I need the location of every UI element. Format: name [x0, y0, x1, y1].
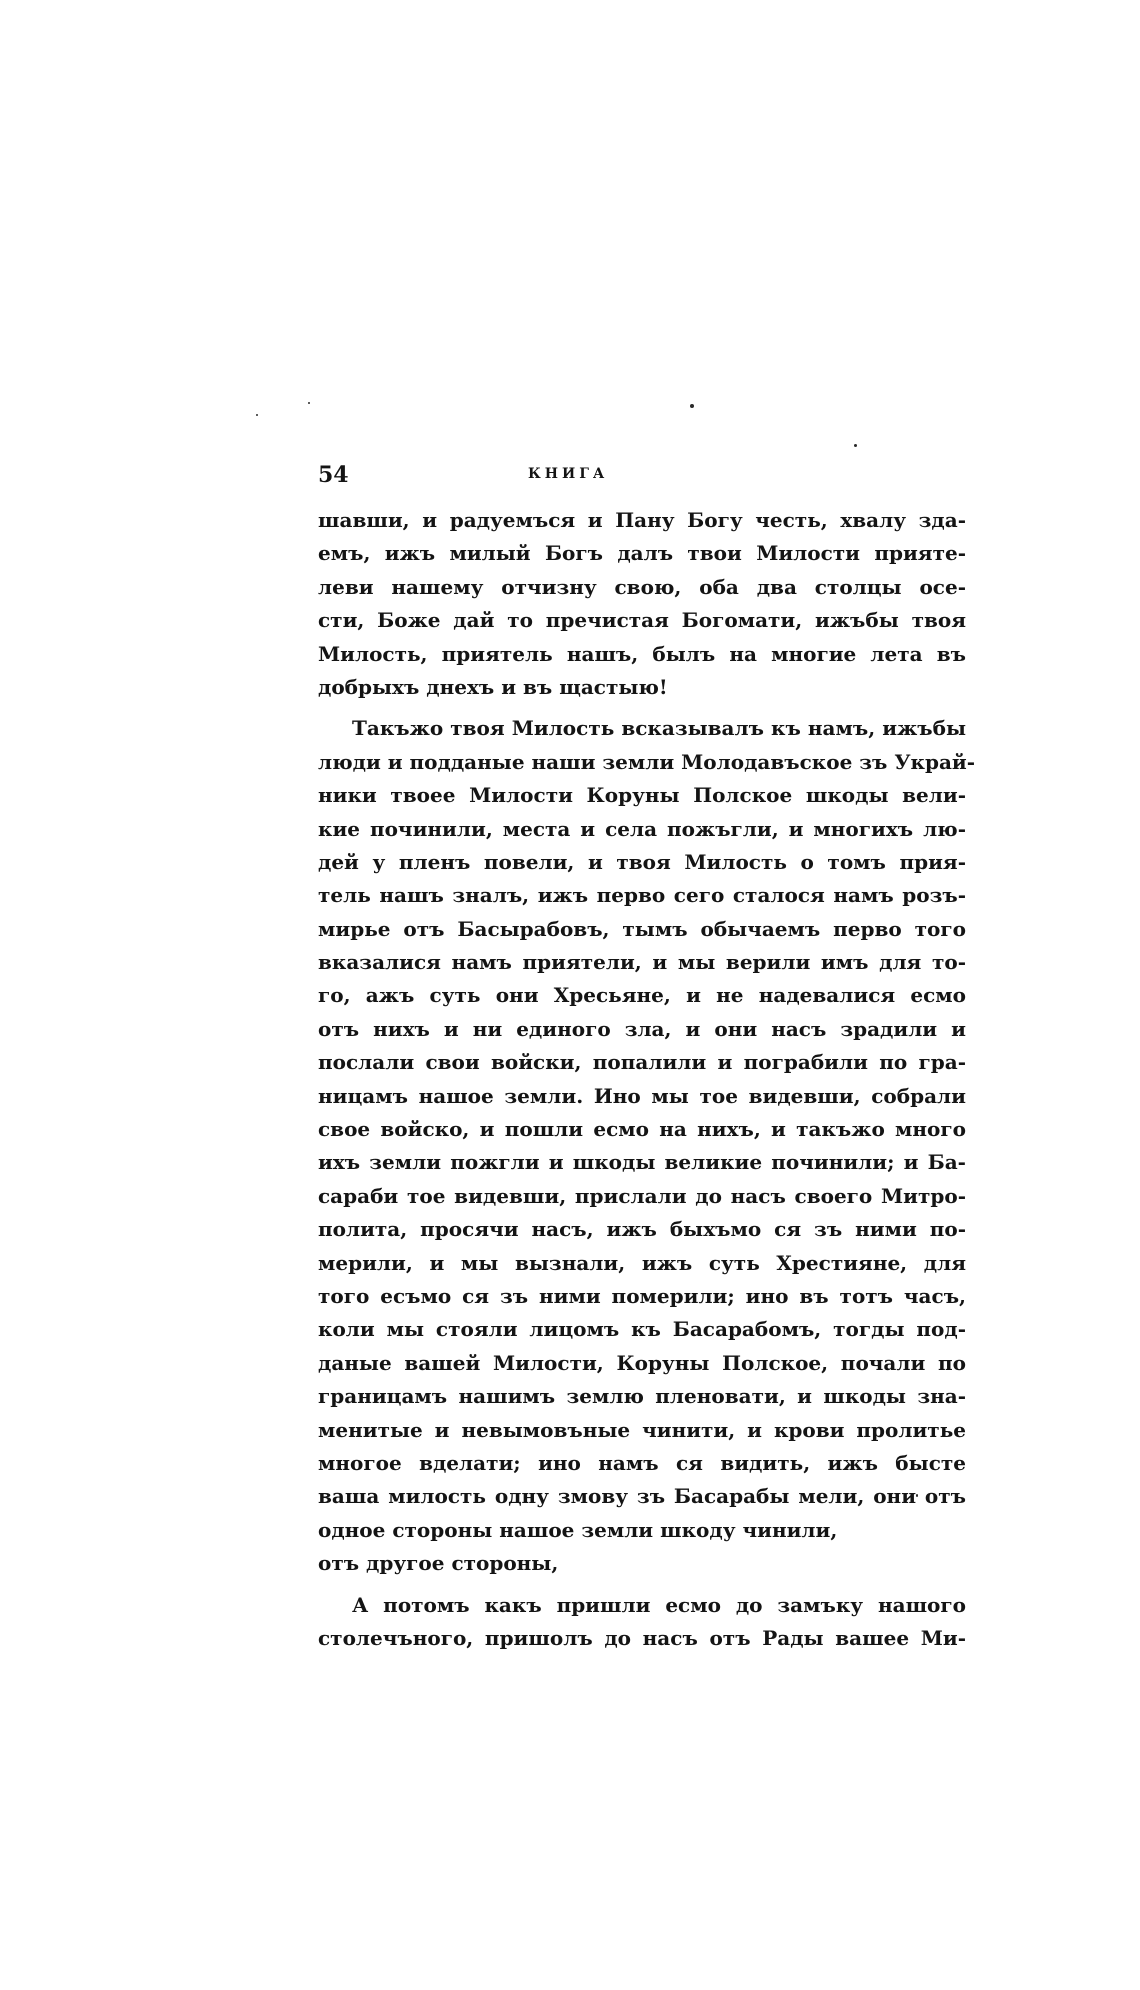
text-line: ваша милость одну змову зъ Басарабы мели, они отъ	[318, 1484, 966, 1509]
text-line: послали свои войски, попалили и пограбили по гра-	[318, 1050, 966, 1075]
text-line: отъ нихъ и ни единого зла, и они насъ зрадили и	[318, 1016, 966, 1041]
text-line: полита, просячи насъ, ижъ быхъмо ся зъ ними по-	[318, 1217, 966, 1242]
text-line: многое вделати; ино намъ ся видить, ижъ бысте	[318, 1450, 966, 1475]
text-line: тель нашъ зналъ, ижъ перво сего сталося намъ розъ-	[318, 883, 966, 908]
text-line: даные вашей Милости, Коруны Полское, почали по	[318, 1350, 966, 1375]
text-line: леви нашему отчизну свою, оба два столцы осе-	[318, 574, 966, 599]
paragraph	[318, 1589, 966, 1656]
text-line: мирье отъ Басырабовъ, тымъ обычаемъ перво того	[318, 916, 966, 941]
body-text	[318, 504, 976, 1655]
text-line: сараби тое видевши, прислали до насъ своего Митро-	[318, 1183, 966, 1208]
text-line: Милость, приятель нашъ, былъ на многие лета въ	[318, 641, 966, 666]
text-line: кие починили, места и села пожъгли, и многихъ лю-	[318, 816, 966, 841]
text-line: ницамъ нашое земли. Ино мы тое видевши, собрали	[318, 1083, 966, 1108]
text-line: коли мы стояли лицомъ къ Басарабомъ, тогды под-	[318, 1317, 966, 1342]
text-line: емъ, ижъ милый Богъ далъ твои Милости прияте-	[318, 541, 966, 566]
text-line: мерили, и мы вызнали, ижъ суть Хрестияне, для	[318, 1250, 966, 1275]
text-line: отъ другое стороны,	[318, 1551, 559, 1576]
page-number: 54	[318, 462, 349, 488]
text-line: А потомъ какъ пришли есмо до замъку нашого	[352, 1592, 966, 1617]
text-line: одное стороны нашое земли шкоду чинили,	[318, 1517, 838, 1542]
text-line: Такъжо твоя Милость всказывалъ къ намъ, ижъбы	[352, 716, 966, 741]
scan-speck	[854, 444, 857, 447]
text-line: вказалися намъ приятели, и мы верили имъ для то-	[318, 950, 966, 975]
scan-speck	[256, 414, 258, 416]
text-line: ники твоее Милости Коруны Полское шкоды вели-	[318, 783, 966, 808]
text-line: сти, Боже дай то пречистая Богомати, ижъбы твоя	[318, 608, 966, 633]
page-header	[318, 462, 644, 496]
text-line: го, ажъ суть они Хресьяне, и не надевалися есмо	[318, 983, 966, 1008]
text-line: люди и подданые наши земли Молодавъское зъ Украй-	[318, 749, 976, 774]
text-line: свое войско, и пошли есмо на нихъ, и такъжо много	[318, 1117, 966, 1142]
text-line: того есъмо ся зъ ними померили; ино въ тотъ часъ,	[318, 1283, 966, 1308]
scan-speck	[308, 402, 310, 404]
scan-speck	[690, 404, 694, 408]
paragraph	[318, 712, 976, 1580]
running-head: КНИГА	[528, 466, 609, 482]
text-line: дей у пленъ повели, и твоя Милость о томъ прия-	[318, 849, 966, 874]
text-line: границамъ нашимъ землю пленовати, и шкоды зна-	[318, 1384, 966, 1409]
text-line: шавши, и радуемъся и Пану Богу честь, хвалу зда-	[318, 508, 966, 532]
text-line: добрыхъ днехъ и въ щастыю!	[318, 674, 668, 699]
paragraph	[318, 504, 966, 704]
text-line: столечъного, пришолъ до насъ отъ Рады вашее Ми-	[318, 1625, 966, 1650]
text-line: менитые и невымовъные чинити, и крови пролитье	[318, 1417, 966, 1442]
text-line: ихъ земли пожгли и шкоды великие починили; и Ба-	[318, 1150, 966, 1175]
